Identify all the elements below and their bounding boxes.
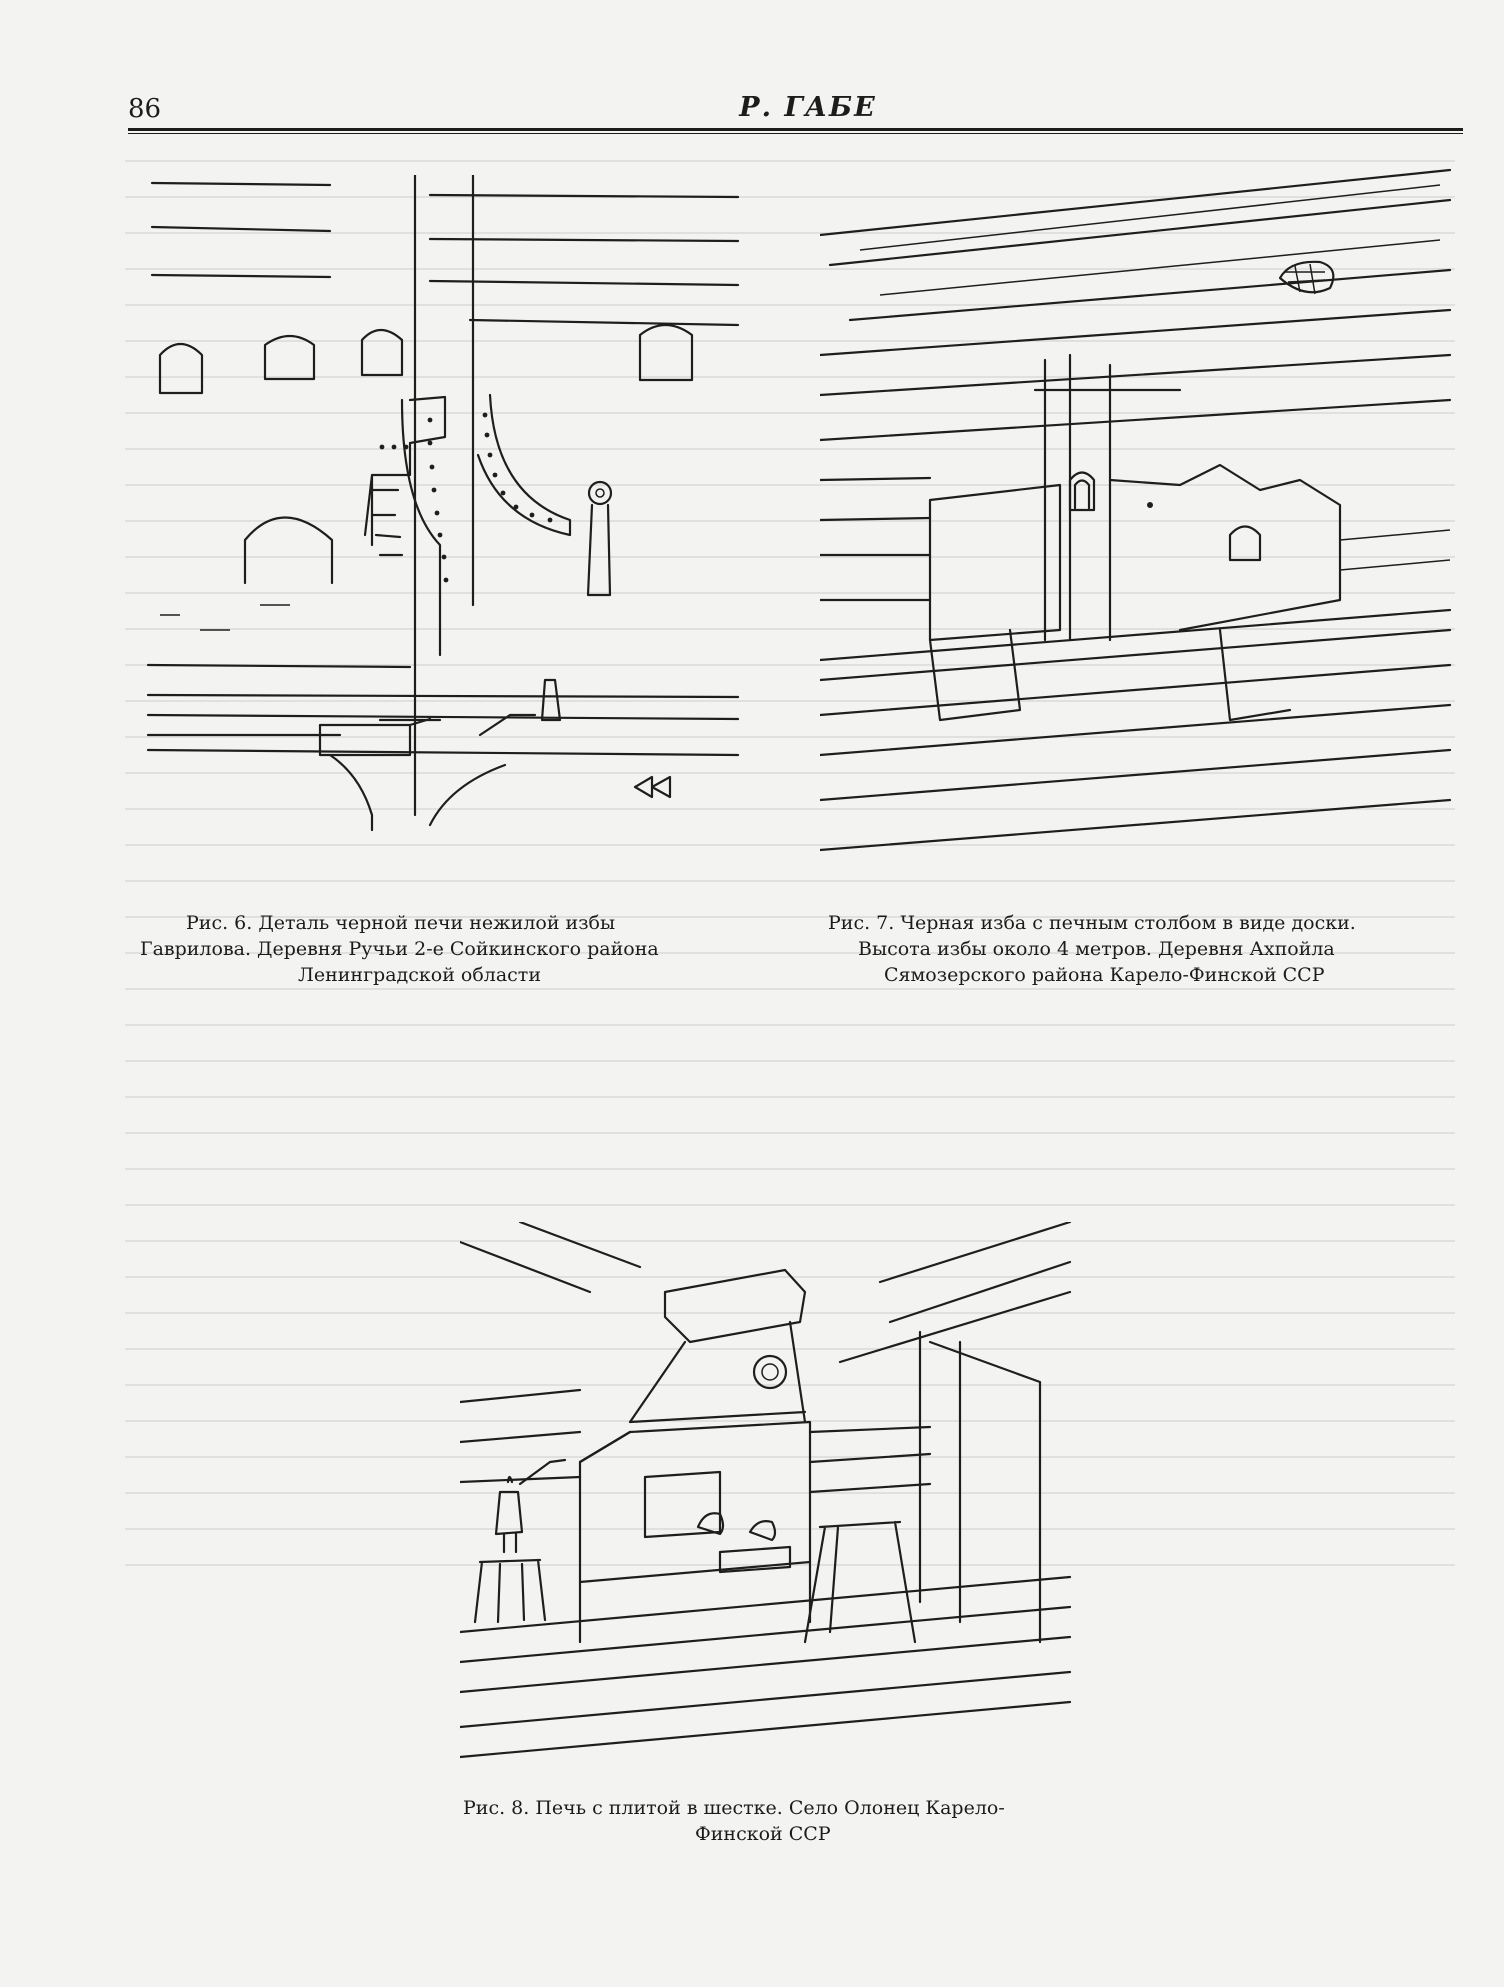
caption-line: Рис. 8. Печь с плитой в шестке. Село Олонец Карело- xyxy=(463,1797,1005,1819)
caption-line: Ленинградской области xyxy=(298,964,541,986)
figure-8-drawing xyxy=(460,1222,1080,1762)
header-rule xyxy=(128,128,1463,131)
stove-detail-illustration xyxy=(140,175,740,880)
chimney-board-hut-illustration xyxy=(820,160,1460,880)
caption-line: Гаврилова. Деревня Ручьи 2-е Сойкинского района xyxy=(140,938,659,960)
caption-line: Высота избы около 4 метров. Деревня Ахпойла xyxy=(858,938,1335,960)
header-rule-thin xyxy=(128,133,1463,134)
figure-7-drawing xyxy=(820,160,1460,880)
running-head-author: Р. ГАБЕ xyxy=(739,92,877,123)
figure-6-drawing xyxy=(140,175,740,880)
caption-line: Рис. 6. Деталь черной печи нежилой избы xyxy=(186,912,616,934)
figure-6-caption xyxy=(140,910,746,988)
stove-with-plate-illustration xyxy=(460,1222,1080,1762)
page-number: 86 xyxy=(128,94,162,124)
figure-8-caption xyxy=(463,1795,1083,1847)
page-header xyxy=(128,92,1463,128)
caption-line: Сямозерского района Карело-Финской ССР xyxy=(884,964,1325,986)
caption-line: Рис. 7. Черная изба с печным столбом в виде доски. xyxy=(828,912,1356,934)
figure-7-caption xyxy=(828,910,1458,988)
caption-line: Финской ССР xyxy=(695,1823,831,1845)
